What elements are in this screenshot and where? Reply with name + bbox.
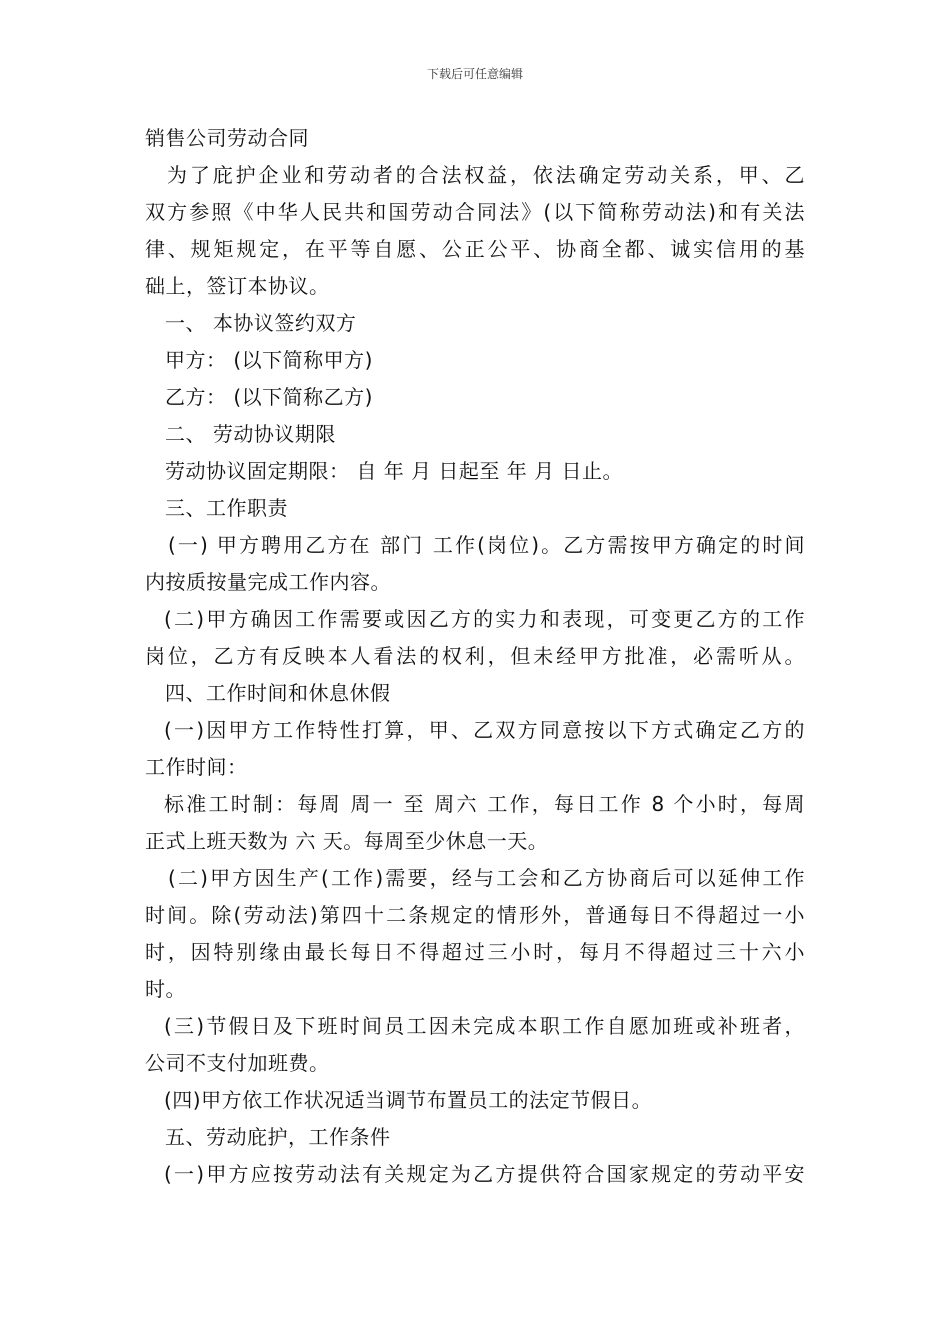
section-heading: 二、 劳动协议期限 [165, 422, 336, 446]
paragraph-line: 础上，签订本协议。 [145, 274, 330, 298]
paragraph-line: 劳动协议固定期限： 自 年 月 日起至 年 月 日止。 [165, 459, 624, 483]
section-heading: 一、 本协议签约双方 [165, 311, 357, 335]
paragraph-line: 时，因特别缘由最长每日不得超过三小时，每月不得超过三十六小 [145, 940, 805, 964]
page-header: 下载后可任意编辑 [426, 67, 523, 81]
document-body [145, 120, 805, 1193]
paragraph-line: 甲方： (以下简称甲方) [165, 348, 373, 372]
paragraph-line: 双方参照《中华人民共和国劳动合同法》(以下简称劳动法)和有关法 [145, 200, 805, 224]
paragraph-line: 工作时间： [145, 755, 248, 779]
section-heading: 四、工作时间和休息休假 [165, 681, 391, 705]
paragraph-line: 标准工时制：每周 周一 至 周六 工作，每日工作 8 个小时，每周 [164, 792, 805, 816]
section-heading: 三、工作职责 [165, 496, 288, 520]
paragraph-line: 时间。除(劳动法)第四十二条规定的情形外，普通每日不得超过一小 [145, 903, 805, 927]
paragraph-line: (一)因甲方工作特性打算，甲、乙双方同意按以下方式确定乙方的 [164, 718, 805, 742]
paragraph-line: 内按质按量完成工作内容。 [145, 570, 391, 594]
paragraph-line: 为了庇护企业和劳动者的合法权益，依法确定劳动关系，甲、乙 [167, 163, 805, 187]
paragraph-line: (三)节假日及下班时间员工因未完成本职工作自愿加班或补班者， [164, 1014, 805, 1038]
document-title: 销售公司劳动合同 [145, 126, 309, 150]
paragraph-line: (一)甲方应按劳动法有关规定为乙方提供符合国家规定的劳动平安 [164, 1162, 805, 1186]
paragraph-line: 时。 [145, 977, 186, 1001]
paragraph-line: (一) 甲方聘用乙方在 部门 工作(岗位)。乙方需按甲方确定的时间 [168, 533, 805, 557]
paragraph-line: 律、规矩规定，在平等自愿、公正公平、协商全都、诚实信用的基 [145, 237, 805, 261]
paragraph-line: 乙方： (以下简称乙方) [165, 385, 373, 409]
paragraph-line: 岗位，乙方有反映本人看法的权利，但未经甲方批准，必需听从。 [145, 644, 805, 668]
section-heading: 五、劳动庇护，工作条件 [165, 1125, 391, 1149]
paragraph-line: 公司不支付加班费。 [145, 1051, 330, 1075]
paragraph-line: (二)甲方因生产(工作)需要，经与工会和乙方协商后可以延伸工作 [168, 866, 805, 890]
paragraph-line: (四)甲方依工作状况适当调节布置员工的法定节假日。 [164, 1088, 653, 1112]
paragraph-line: (二)甲方确因工作需要或因乙方的实力和表现，可变更乙方的工作 [164, 607, 805, 631]
paragraph-line: 正式上班天数为 六 天。每周至少休息一天。 [145, 829, 549, 853]
